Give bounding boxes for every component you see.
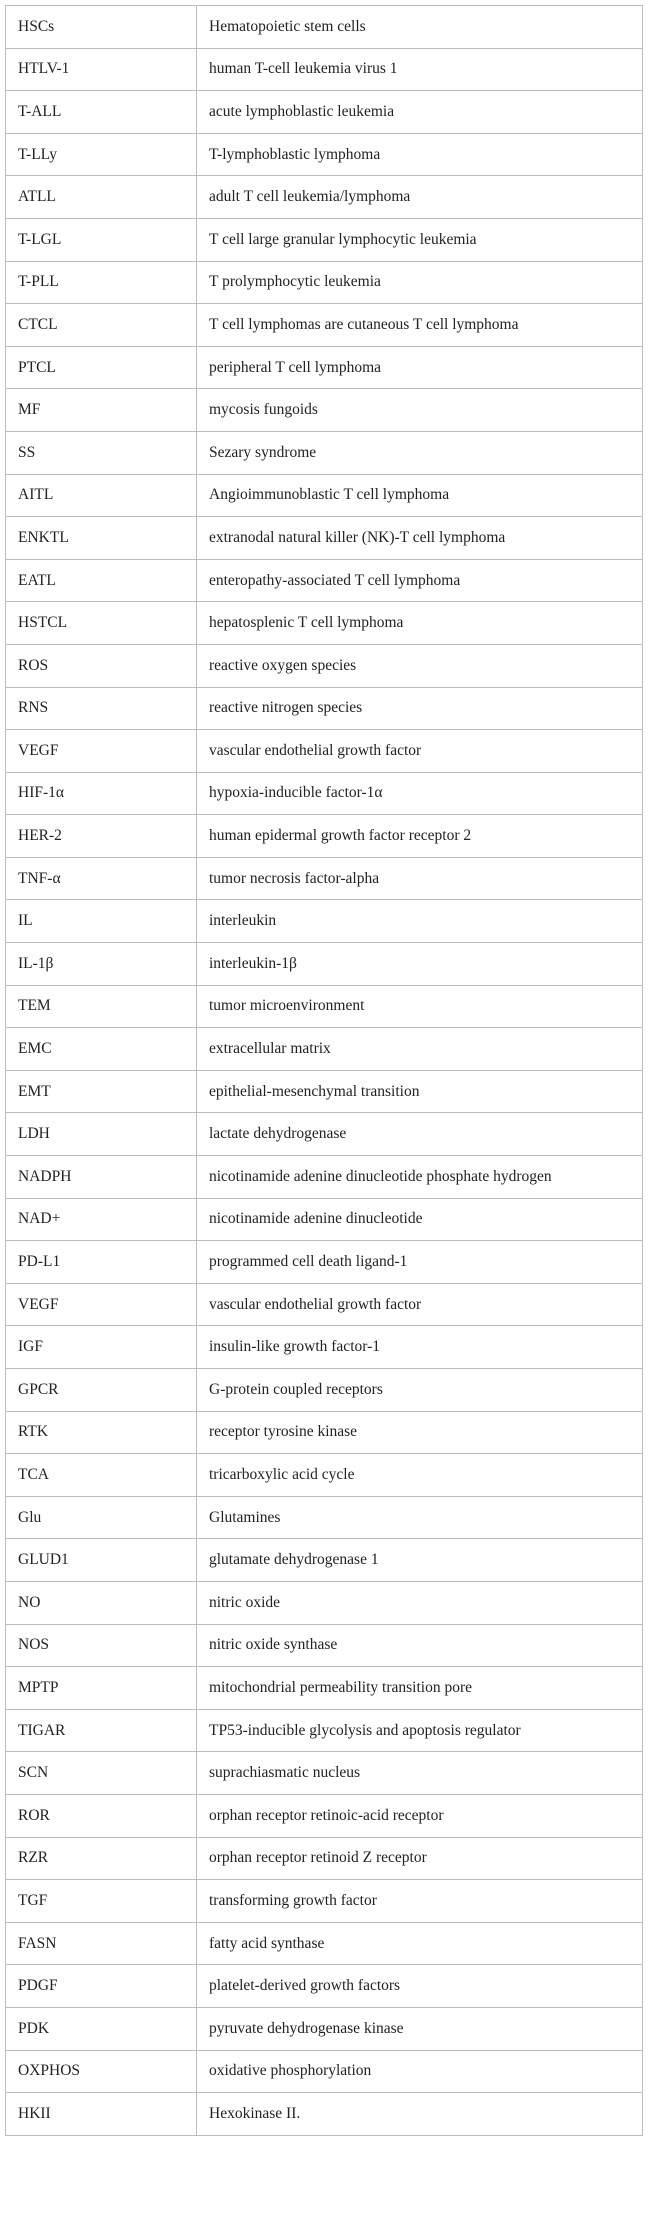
table-row: [6, 1326, 643, 1369]
table-row: [6, 133, 643, 176]
table-row: [6, 6, 643, 49]
table-row: [6, 1880, 643, 1923]
table-row: [6, 1581, 643, 1624]
abbreviation-cell: VEGF: [6, 1283, 197, 1326]
abbreviation-cell: HKII: [6, 2093, 197, 2136]
abbreviation-cell: IGF: [6, 1326, 197, 1369]
definition-cell: platelet-derived growth factors: [197, 1965, 643, 2008]
abbreviation-cell: NAD+: [6, 1198, 197, 1241]
abbreviation-cell: GPCR: [6, 1369, 197, 1412]
abbreviation-cell: T-PLL: [6, 261, 197, 304]
definition-cell: Glutamines: [197, 1496, 643, 1539]
definition-cell: nitric oxide: [197, 1581, 643, 1624]
table-row: [6, 431, 643, 474]
table-row: [6, 1752, 643, 1795]
abbreviation-cell: TEM: [6, 985, 197, 1028]
table-row: [6, 1837, 643, 1880]
definition-cell: Hexokinase II.: [197, 2093, 643, 2136]
abbreviation-cell: HSCs: [6, 6, 197, 49]
definition-cell: oxidative phosphorylation: [197, 2050, 643, 2093]
table-row: [6, 346, 643, 389]
abbreviation-cell: PDK: [6, 2007, 197, 2050]
table-row: [6, 1156, 643, 1199]
definition-cell: epithelial-mesenchymal transition: [197, 1070, 643, 1113]
definition-cell: extranodal natural killer (NK)-T cell lymphoma: [197, 517, 643, 560]
table-row: [6, 1794, 643, 1837]
definition-cell: lactate dehydrogenase: [197, 1113, 643, 1156]
table-row: [6, 474, 643, 517]
abbreviation-cell: T-LGL: [6, 218, 197, 261]
abbreviation-cell: GLUD1: [6, 1539, 197, 1582]
table-row: [6, 687, 643, 730]
table-row: [6, 1070, 643, 1113]
table-row: [6, 730, 643, 773]
table-row: [6, 985, 643, 1028]
abbreviation-cell: TGF: [6, 1880, 197, 1923]
abbreviation-cell: HER-2: [6, 815, 197, 858]
abbreviation-cell: HIF-1α: [6, 772, 197, 815]
abbreviation-cell: RZR: [6, 1837, 197, 1880]
table-row: [6, 304, 643, 347]
table-row: [6, 48, 643, 91]
definition-cell: extracellular matrix: [197, 1028, 643, 1071]
abbreviation-cell: MPTP: [6, 1667, 197, 1710]
definition-cell: interleukin: [197, 900, 643, 943]
table-row: [6, 176, 643, 219]
table-row: [6, 1667, 643, 1710]
definition-cell: insulin-like growth factor-1: [197, 1326, 643, 1369]
table-row: [6, 517, 643, 560]
table-row: [6, 389, 643, 432]
abbreviation-cell: ATLL: [6, 176, 197, 219]
table-row: [6, 900, 643, 943]
abbreviation-cell: PTCL: [6, 346, 197, 389]
abbreviation-cell: EATL: [6, 559, 197, 602]
table-row: [6, 1411, 643, 1454]
abbreviation-cell: ENKTL: [6, 517, 197, 560]
abbreviation-cell: NOS: [6, 1624, 197, 1667]
table-row: [6, 1369, 643, 1412]
definition-cell: mitochondrial permeability transition pore: [197, 1667, 643, 1710]
abbreviation-cell: RNS: [6, 687, 197, 730]
definition-cell: hypoxia-inducible factor-1α: [197, 772, 643, 815]
abbreviation-cell: CTCL: [6, 304, 197, 347]
definition-cell: nicotinamide adenine dinucleotide: [197, 1198, 643, 1241]
abbreviation-cell: MF: [6, 389, 197, 432]
abbreviation-cell: T-LLy: [6, 133, 197, 176]
definition-cell: vascular endothelial growth factor: [197, 730, 643, 773]
definition-cell: fatty acid synthase: [197, 1922, 643, 1965]
table-row: [6, 1922, 643, 1965]
table-row: [6, 1283, 643, 1326]
abbreviation-cell: EMT: [6, 1070, 197, 1113]
abbreviation-cell: AITL: [6, 474, 197, 517]
table-row: [6, 857, 643, 900]
definition-cell: T-lymphoblastic lymphoma: [197, 133, 643, 176]
table-row: [6, 943, 643, 986]
table-row: [6, 559, 643, 602]
table-row: [6, 1198, 643, 1241]
definition-cell: tumor microenvironment: [197, 985, 643, 1028]
abbreviation-cell: LDH: [6, 1113, 197, 1156]
abbreviation-cell: ROS: [6, 644, 197, 687]
definition-cell: Angioimmunoblastic T cell lymphoma: [197, 474, 643, 517]
table-row: [6, 91, 643, 134]
definition-cell: tumor necrosis factor-alpha: [197, 857, 643, 900]
abbreviation-cell: FASN: [6, 1922, 197, 1965]
definition-cell: adult T cell leukemia/lymphoma: [197, 176, 643, 219]
table-row: [6, 1965, 643, 2008]
table-row: [6, 261, 643, 304]
table-row: [6, 2050, 643, 2093]
abbreviation-cell: TCA: [6, 1454, 197, 1497]
abbreviation-cell: NADPH: [6, 1156, 197, 1199]
table-row: [6, 602, 643, 645]
abbreviation-cell: HSTCL: [6, 602, 197, 645]
definition-cell: glutamate dehydrogenase 1: [197, 1539, 643, 1582]
abbreviation-cell: PDGF: [6, 1965, 197, 2008]
abbreviation-cell: IL: [6, 900, 197, 943]
table-row: [6, 772, 643, 815]
table-row: [6, 1241, 643, 1284]
definition-cell: nitric oxide synthase: [197, 1624, 643, 1667]
definition-cell: enteropathy-associated T cell lymphoma: [197, 559, 643, 602]
definition-cell: tricarboxylic acid cycle: [197, 1454, 643, 1497]
definition-cell: human epidermal growth factor receptor 2: [197, 815, 643, 858]
abbreviation-cell: IL-1β: [6, 943, 197, 986]
definition-cell: receptor tyrosine kinase: [197, 1411, 643, 1454]
definition-cell: vascular endothelial growth factor: [197, 1283, 643, 1326]
definition-cell: TP53-inducible glycolysis and apoptosis regulator: [197, 1709, 643, 1752]
definition-cell: suprachiasmatic nucleus: [197, 1752, 643, 1795]
definition-cell: G-protein coupled receptors: [197, 1369, 643, 1412]
table-row: [6, 1454, 643, 1497]
definition-cell: nicotinamide adenine dinucleotide phosphate hydrogen: [197, 1156, 643, 1199]
table-row: [6, 1113, 643, 1156]
definition-cell: acute lymphoblastic leukemia: [197, 91, 643, 134]
table-row: [6, 1496, 643, 1539]
abbreviations-table-body: [6, 6, 643, 2136]
table-row: [6, 1709, 643, 1752]
table-row: [6, 1539, 643, 1582]
table-row: [6, 2007, 643, 2050]
definition-cell: mycosis fungoids: [197, 389, 643, 432]
definition-cell: orphan receptor retinoid Z receptor: [197, 1837, 643, 1880]
abbreviation-cell: PD-L1: [6, 1241, 197, 1284]
definition-cell: pyruvate dehydrogenase kinase: [197, 2007, 643, 2050]
abbreviation-cell: ROR: [6, 1794, 197, 1837]
abbreviations-table: [5, 5, 643, 2136]
definition-cell: T cell large granular lymphocytic leukemia: [197, 218, 643, 261]
definition-cell: T prolymphocytic leukemia: [197, 261, 643, 304]
definition-cell: peripheral T cell lymphoma: [197, 346, 643, 389]
table-row: [6, 218, 643, 261]
abbreviation-cell: Glu: [6, 1496, 197, 1539]
definition-cell: human T-cell leukemia virus 1: [197, 48, 643, 91]
table-row: [6, 1624, 643, 1667]
definition-cell: reactive nitrogen species: [197, 687, 643, 730]
abbreviation-cell: VEGF: [6, 730, 197, 773]
definition-cell: transforming growth factor: [197, 1880, 643, 1923]
abbreviation-cell: TIGAR: [6, 1709, 197, 1752]
definition-cell: hepatosplenic T cell lymphoma: [197, 602, 643, 645]
abbreviation-cell: T-ALL: [6, 91, 197, 134]
definition-cell: interleukin-1β: [197, 943, 643, 986]
definition-cell: Hematopoietic stem cells: [197, 6, 643, 49]
abbreviation-cell: SS: [6, 431, 197, 474]
abbreviation-cell: TNF-α: [6, 857, 197, 900]
abbreviation-cell: SCN: [6, 1752, 197, 1795]
definition-cell: Sezary syndrome: [197, 431, 643, 474]
definition-cell: programmed cell death ligand-1: [197, 1241, 643, 1284]
abbreviation-cell: EMC: [6, 1028, 197, 1071]
abbreviation-cell: RTK: [6, 1411, 197, 1454]
table-row: [6, 815, 643, 858]
table-row: [6, 1028, 643, 1071]
definition-cell: orphan receptor retinoic-acid receptor: [197, 1794, 643, 1837]
abbreviation-cell: NO: [6, 1581, 197, 1624]
definition-cell: T cell lymphomas are cutaneous T cell lymphoma: [197, 304, 643, 347]
definition-cell: reactive oxygen species: [197, 644, 643, 687]
table-row: [6, 644, 643, 687]
table-row: [6, 2093, 643, 2136]
abbreviation-cell: HTLV-1: [6, 48, 197, 91]
abbreviation-cell: OXPHOS: [6, 2050, 197, 2093]
